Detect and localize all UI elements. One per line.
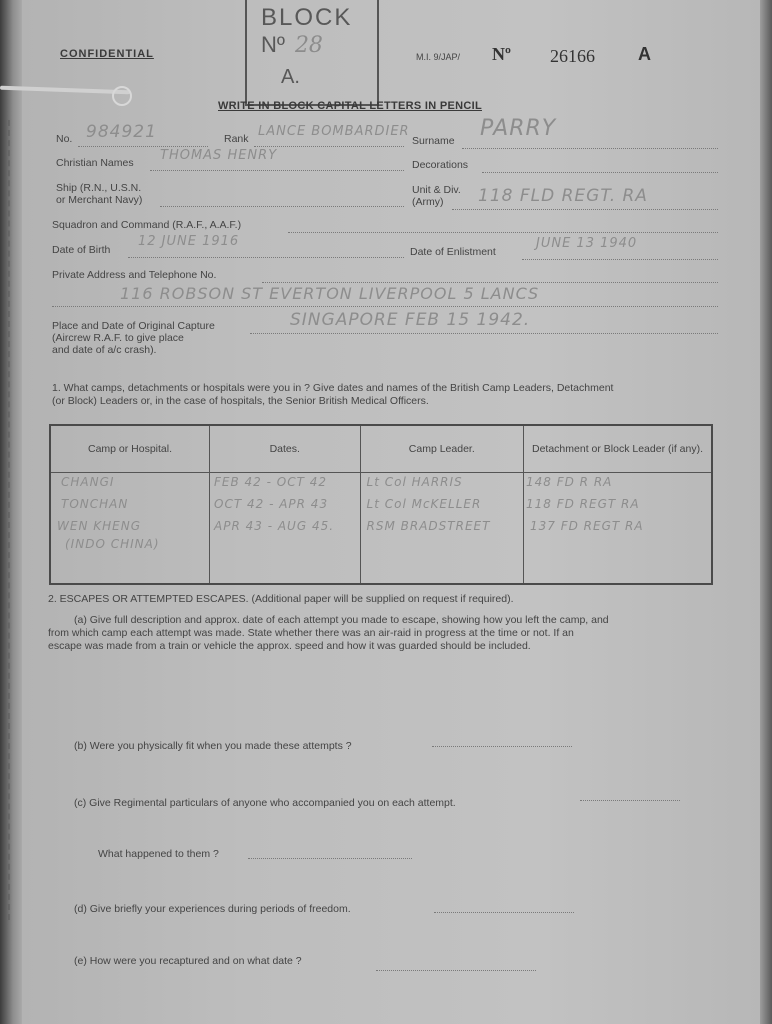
detachment-1: 148 FD R RA	[526, 475, 613, 489]
block-letter: A.	[281, 66, 300, 88]
no-line	[78, 146, 208, 147]
header-detachment: Detachment or Block Leader (if any).	[524, 425, 713, 473]
q2e-text: (e) How were you recaptured and on what date ?	[74, 955, 302, 967]
q2d-text: (d) Give briefly your experiences during periods of freedom.	[74, 903, 351, 915]
squadron-label: Squadron and Command (R.A.F., A.A.F.)	[52, 219, 242, 231]
page-right-edge	[760, 0, 772, 1024]
camp-1: CHANGI	[61, 475, 115, 489]
q1-text-1: 1. What camps, detachments or hospitals were you in ? Give dates and names of the British Camp Leaders, Detachment	[52, 382, 614, 394]
q2-title: 2. ESCAPES OR ATTEMPTED ESCAPES. (Additional paper will be supplied on request if required).	[48, 593, 514, 605]
q2e-line	[376, 970, 536, 971]
dates-1: FEB 42 - OCT 42	[214, 475, 328, 489]
q2b-text: (b) Were you physically fit when you made these attempts ?	[74, 740, 352, 752]
leader-3: RSM BRADSTREET	[366, 519, 491, 533]
binding-holes	[8, 120, 18, 920]
rank-line	[254, 146, 404, 147]
dob-label: Date of Birth	[52, 244, 111, 256]
address-value: 116 ROBSON ST EVERTON LIVERPOOL 5 LANCS	[120, 284, 540, 303]
surname-value: PARRY	[480, 116, 557, 141]
detachment-3: 137 FD REGT RA	[530, 519, 644, 533]
leader-1: Lt Col HARRIS	[366, 475, 463, 489]
ship-line	[160, 206, 404, 207]
surname-line	[462, 148, 718, 149]
serial-suffix: A	[638, 44, 651, 64]
christian-names-value: THOMAS HENRY	[160, 148, 278, 163]
decorations-line	[482, 172, 718, 173]
q2c-text: (c) Give Regimental particulars of anyone who accompanied you on each attempt.	[74, 797, 456, 809]
capture-value: SINGAPORE FEB 15 1942.	[290, 310, 531, 330]
ship-label-1: Ship (R.N., U.S.N.	[56, 182, 142, 194]
christian-names-label: Christian Names	[56, 157, 134, 169]
unit-value: 118 FLD REGT. RA	[478, 186, 648, 206]
dates-cell	[210, 473, 361, 585]
decorations-label: Decorations	[412, 159, 469, 171]
q2a-text-2: from which camp each attempt was made. State whether there was an air-raid in progress at the time or not. If an	[48, 627, 574, 639]
block-number	[261, 32, 323, 58]
camp-2: TONCHAN	[61, 497, 129, 511]
capture-label-3: and date of a/c crash).	[52, 344, 157, 356]
block-title: BLOCK	[261, 4, 353, 31]
header-dates: Dates.	[210, 425, 361, 473]
dates-3: APR 43 - AUG 45.	[214, 519, 335, 533]
q2c-followup: What happened to them ?	[98, 848, 219, 860]
detachment-2: 118 FD REGT RA	[526, 497, 640, 511]
no-label: No.	[56, 133, 73, 145]
ship-label-2: or Merchant Navy)	[56, 194, 143, 206]
enlistment-label: Date of Enlistment	[410, 246, 496, 258]
camp-cell	[50, 473, 210, 585]
header-camp: Camp or Hospital.	[50, 425, 210, 473]
capture-label-2: (Aircrew R.A.F. to give place	[52, 332, 184, 344]
block-no-prefix: Nº	[261, 32, 285, 57]
detachment-cell	[524, 473, 713, 585]
header-leader: Camp Leader.	[360, 425, 523, 473]
rank-label: Rank	[224, 133, 249, 145]
q2c-followup-line	[248, 858, 412, 859]
dates-2: OCT 42 - APR 43	[214, 497, 329, 511]
enlistment-value: JUNE 13 1940	[536, 236, 638, 251]
number-label: Nº	[492, 44, 511, 64]
address-line-1	[262, 282, 718, 283]
leader-2: Lt Col McKELLER	[366, 497, 482, 511]
tie-knot	[112, 86, 132, 106]
capture-line	[250, 333, 718, 334]
enlistment-line	[522, 259, 718, 260]
christian-names-line	[150, 170, 404, 171]
unit-label-1: Unit & Div.	[412, 184, 461, 196]
table-row	[50, 473, 712, 585]
confidential-label: CONFIDENTIAL	[60, 48, 154, 60]
service-number-value: 984921	[86, 122, 157, 142]
block-no-value: 28	[294, 33, 323, 58]
camp-4: (INDO CHINA)	[65, 537, 160, 551]
address-line-2	[52, 306, 718, 307]
unit-line	[452, 209, 718, 210]
rank-value: LANCE BOMBARDIER	[258, 124, 410, 139]
block-stamp	[245, 0, 379, 106]
capture-label-1: Place and Date of Original Capture	[52, 320, 215, 332]
address-label: Private Address and Telephone No.	[52, 269, 217, 281]
instruction-heading: WRITE IN BLOCK CAPITAL LETTERS IN PENCIL	[218, 100, 482, 112]
camp-3: WEN KHENG	[57, 519, 141, 533]
camps-table	[49, 424, 713, 585]
serial-number: 26166	[550, 46, 595, 66]
q2d-line	[434, 912, 574, 913]
unit-label-2: (Army)	[412, 196, 444, 208]
dob-line	[128, 257, 404, 258]
q2a-text-3: escape was made from a train or vehicle the approx. speed and how it was guarded should be included.	[48, 640, 531, 652]
q1-text-2: (or Block) Leaders or, in the case of hospitals, the Senior British Medical Officers.	[52, 395, 429, 407]
q2b-line	[432, 746, 572, 747]
q2c-line	[580, 800, 680, 801]
surname-label: Surname	[412, 135, 455, 147]
reference-code: M.I. 9/JAP/	[416, 52, 461, 62]
camps-table-header	[50, 425, 712, 473]
q2a-text-1: (a) Give full description and approx. date of each attempt you made to escape, showing how you left the camp, and	[74, 614, 609, 626]
squadron-line	[288, 232, 718, 233]
dob-value: 12 JUNE 1916	[138, 234, 240, 249]
leader-cell	[360, 473, 523, 585]
